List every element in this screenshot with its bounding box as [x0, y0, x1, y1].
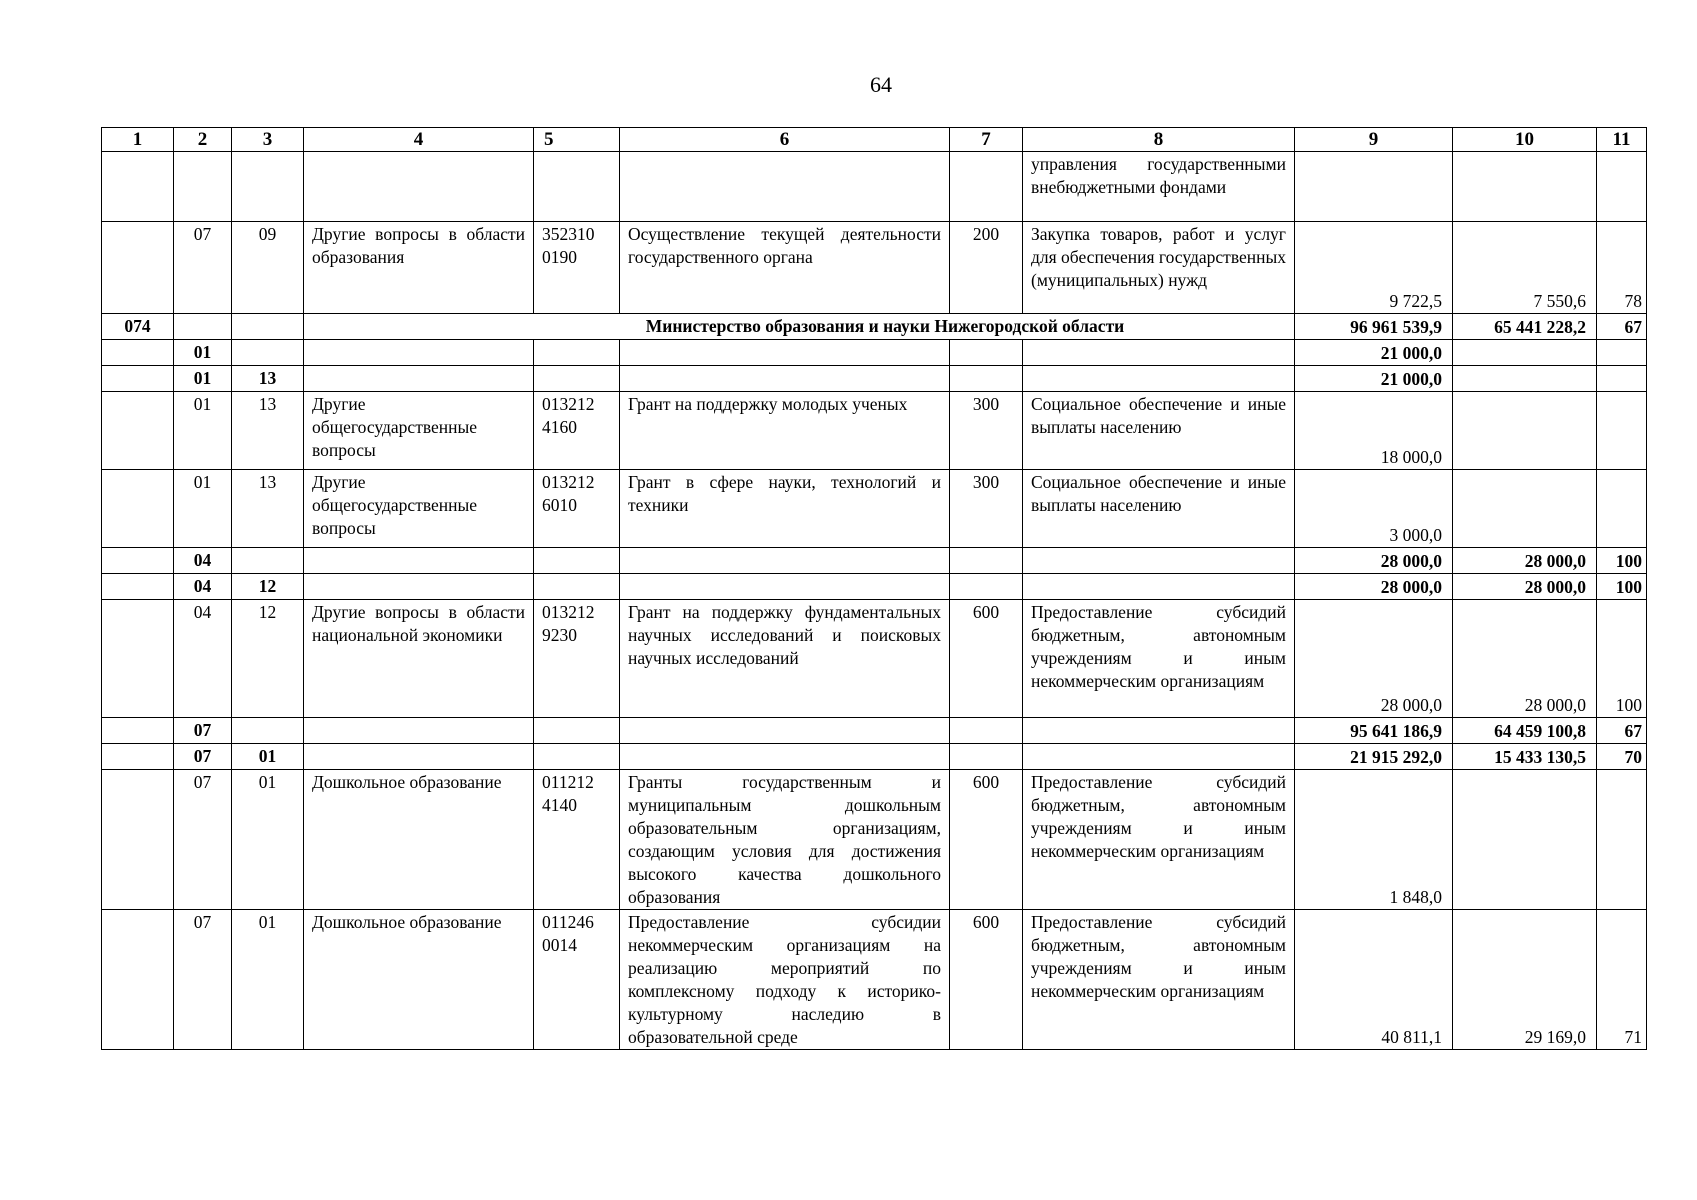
cell-c8: Социальное обеспечение и иные выплаты населению [1023, 392, 1295, 470]
cell-c4: Другие вопросы в области национальной экономики [304, 600, 534, 718]
cell-c8: Закупка товаров, работ и услуг для обеспечения государственных (муниципальных) нужд [1023, 222, 1295, 314]
col-header-2: 2 [174, 128, 232, 152]
cell-c10 [1453, 392, 1597, 470]
table-row [102, 314, 1647, 340]
cell-c3: 09 [232, 222, 304, 314]
cell-c1 [102, 470, 174, 548]
cell-c5 [534, 366, 620, 392]
cell-c1 [102, 600, 174, 718]
cell-empty [232, 314, 304, 340]
cell-c5 [534, 718, 620, 744]
cell-c10: 15 433 130,5 [1453, 744, 1597, 770]
col-header-3: 3 [232, 128, 304, 152]
col-header-7: 7 [950, 128, 1023, 152]
cell-c1 [102, 744, 174, 770]
cell-c9: 1 848,0 [1295, 770, 1453, 910]
cell-c1 [102, 392, 174, 470]
cell-c3: 01 [232, 744, 304, 770]
cell-c9: 28 000,0 [1295, 574, 1453, 600]
cell-c4: Другие вопросы в области образования [304, 222, 534, 314]
cell-c2: 01 [174, 366, 232, 392]
cell-c4 [304, 744, 534, 770]
cell-c4 [304, 340, 534, 366]
cell-c6 [620, 152, 950, 222]
cell-c10: 65 441 228,2 [1453, 314, 1597, 340]
cell-c7: 300 [950, 392, 1023, 470]
cell-c3 [232, 548, 304, 574]
cell-c3: 13 [232, 470, 304, 548]
cell-c9: 40 811,1 [1295, 910, 1453, 1050]
table-row [102, 470, 1647, 548]
col-header-5: 5 [534, 128, 620, 152]
cell-c6 [620, 340, 950, 366]
cell-c2: 07 [174, 718, 232, 744]
cell-c11 [1597, 340, 1647, 366]
cell-c11: 78 [1597, 222, 1647, 314]
cell-c8: Социальное обеспечение и иные выплаты населению [1023, 470, 1295, 548]
cell-c6 [620, 718, 950, 744]
cell-c11: 100 [1597, 600, 1647, 718]
cell-c11 [1597, 470, 1647, 548]
cell-c4 [304, 548, 534, 574]
table-row [102, 718, 1647, 744]
table-row [102, 366, 1647, 392]
table-row [102, 770, 1647, 910]
col-header-11: 11 [1597, 128, 1647, 152]
table-row [102, 600, 1647, 718]
table-row [102, 392, 1647, 470]
cell-c8 [1023, 718, 1295, 744]
cell-c6 [620, 548, 950, 574]
cell-c5 [534, 152, 620, 222]
cell-c8 [1023, 548, 1295, 574]
cell-c9: 21 000,0 [1295, 340, 1453, 366]
table-row [102, 222, 1647, 314]
ministry-name: Министерство образования и науки Нижегородской области [304, 314, 1295, 340]
cell-c1 [102, 366, 174, 392]
table-row [102, 548, 1647, 574]
cell-c7: 300 [950, 470, 1023, 548]
cell-c4: Дошкольное образование [304, 910, 534, 1050]
cell-c2: 01 [174, 340, 232, 366]
cell-c7 [950, 152, 1023, 222]
cell-c9: 96 961 539,9 [1295, 314, 1453, 340]
cell-c10 [1453, 470, 1597, 548]
cell-c5: 011212 4140 [534, 770, 620, 910]
cell-c4 [304, 718, 534, 744]
cell-c3: 01 [232, 770, 304, 910]
cell-c10 [1453, 366, 1597, 392]
cell-c11 [1597, 770, 1647, 910]
cell-c9: 21 000,0 [1295, 366, 1453, 392]
cell-c3: 13 [232, 366, 304, 392]
table-row [102, 574, 1647, 600]
cell-c9: 95 641 186,9 [1295, 718, 1453, 744]
cell-c5 [534, 548, 620, 574]
cell-c9 [1295, 152, 1453, 222]
cell-c2 [174, 152, 232, 222]
cell-c7: 200 [950, 222, 1023, 314]
cell-c6: Грант на поддержку молодых ученых [620, 392, 950, 470]
cell-c3: 01 [232, 910, 304, 1050]
cell-c8: Предоставление субсидий бюджетным, автономным учреждениям и иным некоммерческим организациям [1023, 910, 1295, 1050]
cell-c1 [102, 152, 174, 222]
col-header-4: 4 [304, 128, 534, 152]
cell-c6: Гранты государственным и муниципальным дошкольным образовательным организациям, создающим условия для достижения высокого качества дошкольного образования [620, 770, 950, 910]
cell-c6 [620, 366, 950, 392]
cell-c6: Предоставление субсидии некоммерческим организациям на реализацию мероприятий по комплексному подходу к историко-культурному наследию в образовательной среде [620, 910, 950, 1050]
cell-c5 [534, 574, 620, 600]
cell-c5: 013212 4160 [534, 392, 620, 470]
table-row [102, 152, 1647, 222]
cell-c1: 074 [102, 314, 174, 340]
cell-c3 [232, 340, 304, 366]
cell-c2: 04 [174, 574, 232, 600]
cell-c3: 12 [232, 600, 304, 718]
cell-c1 [102, 770, 174, 910]
col-header-6: 6 [620, 128, 950, 152]
cell-c9: 18 000,0 [1295, 392, 1453, 470]
cell-c7 [950, 744, 1023, 770]
cell-c5: 352310 0190 [534, 222, 620, 314]
cell-c4: Дошкольное образование [304, 770, 534, 910]
cell-c10 [1453, 770, 1597, 910]
cell-c8: управления государственными внебюджетными фондами [1023, 152, 1295, 222]
cell-c9: 28 000,0 [1295, 548, 1453, 574]
cell-c11 [1597, 152, 1647, 222]
cell-c2: 04 [174, 548, 232, 574]
cell-c10: 28 000,0 [1453, 548, 1597, 574]
cell-c6: Грант в сфере науки, технологий и техники [620, 470, 950, 548]
cell-c4: Другие общегосударственные вопросы [304, 470, 534, 548]
cell-c9: 9 722,5 [1295, 222, 1453, 314]
cell-c2: 07 [174, 744, 232, 770]
cell-c7 [950, 548, 1023, 574]
cell-c3 [232, 718, 304, 744]
cell-c1 [102, 718, 174, 744]
cell-c6: Грант на поддержку фундаментальных научных исследований и поисковых научных исследований [620, 600, 950, 718]
cell-c8: Предоставление субсидий бюджетным, автономным учреждениям и иным некоммерческим организациям [1023, 600, 1295, 718]
cell-c8 [1023, 574, 1295, 600]
cell-c3: 12 [232, 574, 304, 600]
cell-c6 [620, 574, 950, 600]
cell-c1 [102, 548, 174, 574]
page-number: 64 [870, 72, 892, 97]
cell-c4 [304, 366, 534, 392]
cell-c8 [1023, 366, 1295, 392]
header-row [102, 128, 1647, 152]
cell-c10 [1453, 340, 1597, 366]
cell-c11 [1597, 366, 1647, 392]
col-header-10: 10 [1453, 128, 1597, 152]
cell-c11: 100 [1597, 574, 1647, 600]
cell-c8 [1023, 744, 1295, 770]
cell-c11: 67 [1597, 718, 1647, 744]
cell-c11 [1597, 392, 1647, 470]
cell-c5 [534, 340, 620, 366]
col-header-9: 9 [1295, 128, 1453, 152]
cell-c7: 600 [950, 910, 1023, 1050]
cell-c10: 29 169,0 [1453, 910, 1597, 1050]
cell-c1 [102, 340, 174, 366]
cell-c4 [304, 152, 534, 222]
cell-c7 [950, 366, 1023, 392]
cell-c2: 07 [174, 222, 232, 314]
cell-c2: 07 [174, 770, 232, 910]
budget-table [101, 127, 1647, 1050]
cell-c10: 64 459 100,8 [1453, 718, 1597, 744]
cell-c7 [950, 574, 1023, 600]
cell-empty [174, 314, 232, 340]
cell-c2: 04 [174, 600, 232, 718]
cell-c7: 600 [950, 600, 1023, 718]
cell-c10: 28 000,0 [1453, 600, 1597, 718]
cell-c1 [102, 574, 174, 600]
cell-c11: 70 [1597, 744, 1647, 770]
cell-c11: 100 [1597, 548, 1647, 574]
col-header-1: 1 [102, 128, 174, 152]
cell-c8 [1023, 340, 1295, 366]
cell-c6: Осуществление текущей деятельности государственного органа [620, 222, 950, 314]
cell-c5: 013212 6010 [534, 470, 620, 548]
cell-c1 [102, 222, 174, 314]
cell-c1 [102, 910, 174, 1050]
cell-c2: 01 [174, 392, 232, 470]
cell-c9: 28 000,0 [1295, 600, 1453, 718]
cell-c11: 71 [1597, 910, 1647, 1050]
cell-c5: 011246 0014 [534, 910, 620, 1050]
cell-c3: 13 [232, 392, 304, 470]
cell-c9: 21 915 292,0 [1295, 744, 1453, 770]
cell-c6 [620, 744, 950, 770]
cell-c8: Предоставление субсидий бюджетным, автономным учреждениям и иным некоммерческим организациям [1023, 770, 1295, 910]
cell-c9: 3 000,0 [1295, 470, 1453, 548]
cell-c10: 28 000,0 [1453, 574, 1597, 600]
cell-c5 [534, 744, 620, 770]
cell-c4 [304, 574, 534, 600]
table-row [102, 340, 1647, 366]
table-row [102, 910, 1647, 1050]
cell-c10 [1453, 152, 1597, 222]
cell-c3 [232, 152, 304, 222]
cell-c7 [950, 718, 1023, 744]
col-header-8: 8 [1023, 128, 1295, 152]
cell-c11: 67 [1597, 314, 1647, 340]
cell-c7: 600 [950, 770, 1023, 910]
cell-c10: 7 550,6 [1453, 222, 1597, 314]
cell-c2: 07 [174, 910, 232, 1050]
cell-c4: Другие общегосударственные вопросы [304, 392, 534, 470]
table-row [102, 744, 1647, 770]
cell-c5: 013212 9230 [534, 600, 620, 718]
cell-c2: 01 [174, 470, 232, 548]
cell-c7 [950, 340, 1023, 366]
